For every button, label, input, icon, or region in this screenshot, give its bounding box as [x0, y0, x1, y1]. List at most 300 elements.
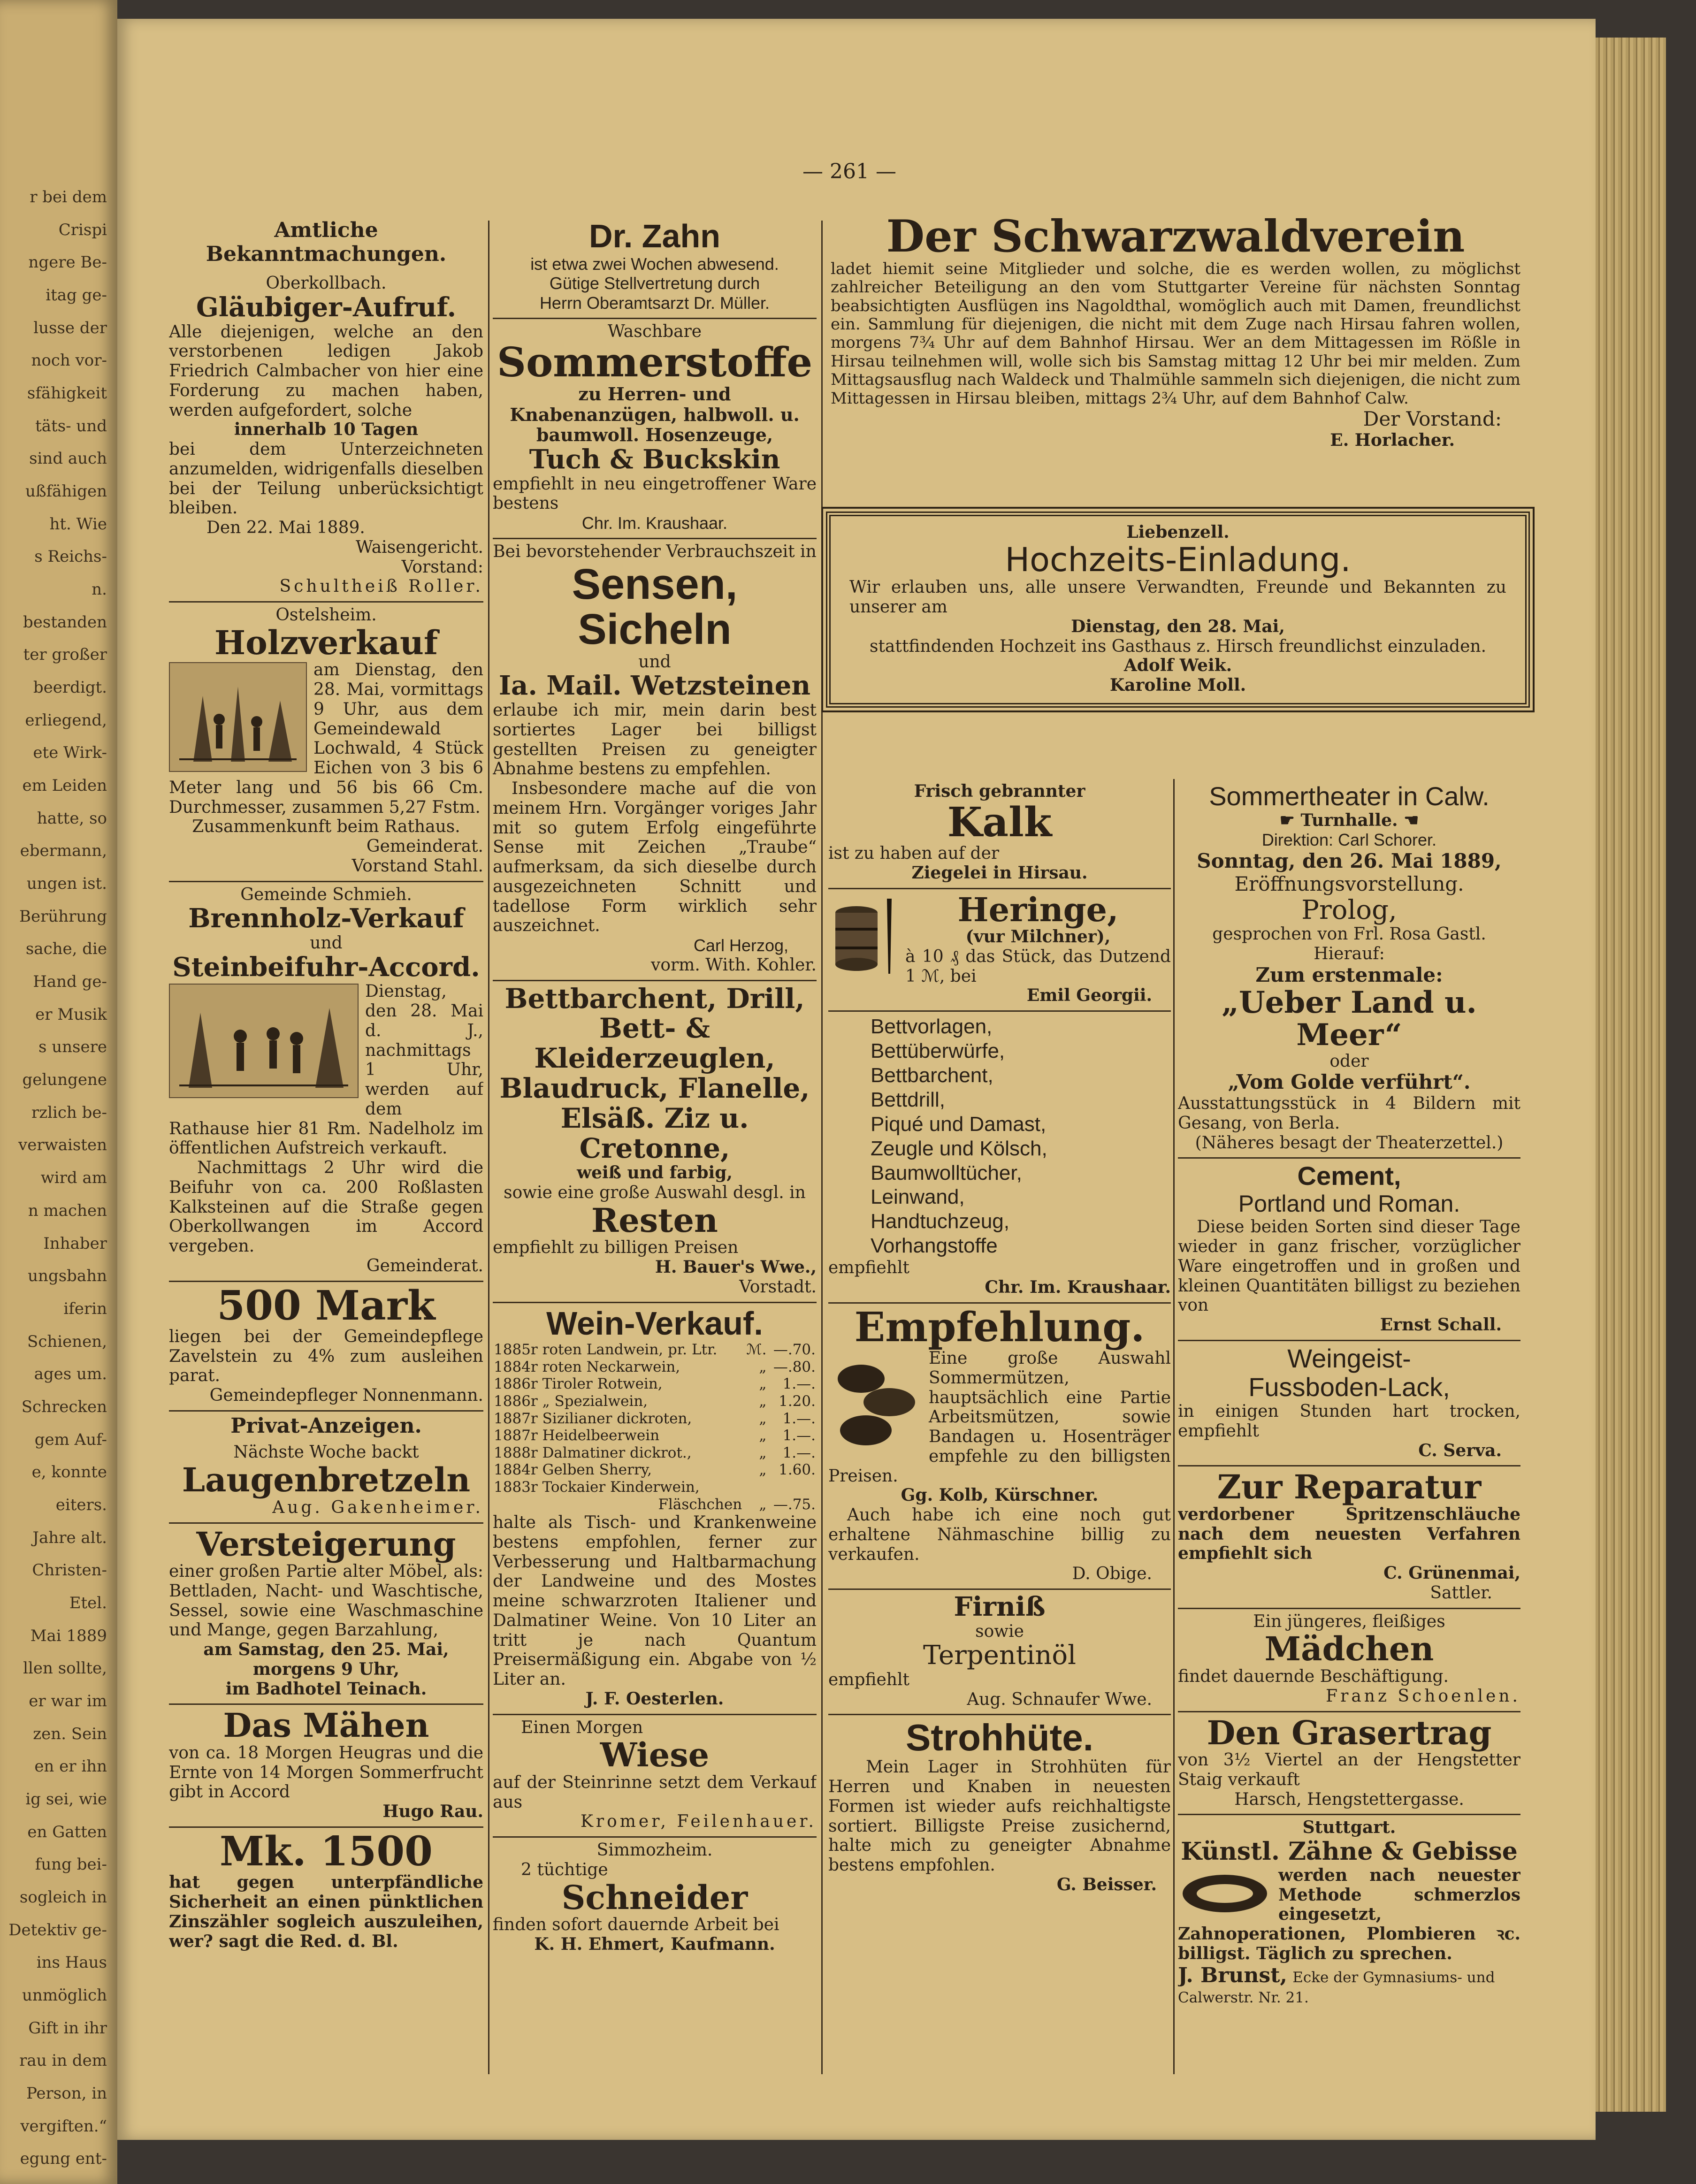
wine-name: 1886r „ Spezialwein,: [494, 1393, 648, 1410]
wine-name: 1885r roten Landwein, pr. Ltr.: [494, 1341, 718, 1359]
wine-name: Fläschchen: [658, 1496, 742, 1513]
ad-title: Holzverkauf: [214, 623, 438, 662]
ad-signature: Gemeinderat.: [366, 1256, 483, 1275]
prev-page-line: ungen ist.: [26, 874, 107, 893]
prev-page-line: erliegend,: [25, 710, 107, 730]
ad-signature: Der Vorstand:: [1363, 407, 1502, 431]
ad-text: am Dienstag, den 28. Mai, vormittags 9 Uhr, aus dem Gemeindewald Lochwald, 4 Stück Eichen von 3 bis 6 Meter lang und 56 bis 66 Cm. Durchmesser, zusammen 5,27 Fstm.: [169, 660, 483, 817]
place: Liebenzell.: [1126, 522, 1230, 542]
ad-text: Ausstattungsstück in 4 Bildern mit Gesang, von Berla.: [1178, 1094, 1520, 1133]
list-item: Handtuchzeug,: [871, 1210, 1009, 1233]
ad-text: Waschbare: [607, 321, 702, 341]
ad-place: im Badhotel Teinach.: [225, 1679, 427, 1699]
ad-title: Der Schwarzwaldverein: [886, 214, 1465, 262]
wine-row: [493, 1359, 817, 1376]
wine-price: —.70.: [773, 1341, 816, 1359]
dentures-illustration: [1178, 1868, 1272, 1919]
ad-signature: Vorstadt.: [739, 1277, 817, 1297]
wine-price: —.80.: [773, 1358, 816, 1375]
ad-text: stattfindenden Hochzeit ins Gasthaus z. Hirsch freundlichst einzuladen.: [869, 636, 1487, 656]
ad-text: Zum erstenmale:: [1255, 963, 1443, 986]
ad-title: Terpentinöl: [923, 1640, 1077, 1671]
ad-signature: Karoline Moll.: [1109, 675, 1246, 695]
prev-page-line: wird am: [40, 1168, 107, 1188]
prev-page-line: eiters.: [55, 1495, 107, 1514]
ad-signature: K. H. Ehmert, Kaufmann.: [534, 1934, 775, 1955]
prev-page-line: en Gatten: [27, 1822, 107, 1841]
ad-text: Hierauf:: [1314, 944, 1385, 963]
ad-schneider: [493, 1838, 817, 1959]
wine-row: [493, 1375, 817, 1393]
wine-price: 1.20.: [779, 1393, 816, 1410]
ad-signature: Gemeinderat.: [366, 837, 483, 856]
ad-glaeubiger: [169, 216, 483, 603]
prev-page-line: s unsere: [38, 1038, 107, 1057]
ad-text: (vur Milchner),: [965, 927, 1111, 947]
ad-signature: Ernst Schall.: [1380, 1315, 1502, 1335]
place: Oberkollbach.: [266, 274, 387, 293]
wine-name: 1883r Tockaier Kinderwein,: [494, 1478, 700, 1496]
ad-title: Laugenbretzeln: [182, 1460, 471, 1500]
ad-address: Ecke der Gymnasiums- und Calwerstr. Nr. 21.: [1178, 1969, 1495, 2007]
ad-signature: G. Beisser.: [1056, 1874, 1157, 1894]
ad-title: Ia. Mail. Wetzsteinen: [498, 670, 811, 702]
ad-title: Resten: [591, 1200, 718, 1240]
ad-fussboden-lack: [1178, 1341, 1520, 1466]
ad-signature: Aug. Gakenheimer.: [272, 1497, 483, 1517]
ad-title: Gläubiger-Aufruf.: [196, 291, 457, 323]
pointing-hand-icon: ☛: [1279, 810, 1301, 830]
woodcut-illustration: [169, 662, 307, 772]
ad-signature: H. Bauer's Wwe.,: [655, 1257, 817, 1277]
prev-page-line: bestanden: [23, 612, 107, 632]
ad-title: Künstl. Zähne & Gebisse: [1181, 1837, 1518, 1866]
wine-unit: „: [759, 1496, 767, 1513]
ad-title: Weingeist-: [1287, 1343, 1411, 1373]
wine-name: 1884r roten Neckarwein,: [494, 1358, 680, 1375]
ad-signature: Carl Herzog,: [693, 936, 788, 955]
ad-text: empfiehlt: [828, 1670, 909, 1689]
ad-text: empfiehlt: [828, 1258, 909, 1278]
ad-title: Wiese: [600, 1735, 710, 1775]
ad-title: Wein-Verkauf.: [546, 1305, 763, 1342]
column-3: [828, 779, 1171, 2088]
prev-page-line: en er ihn: [34, 1757, 107, 1776]
wine-unit: „: [759, 1410, 767, 1427]
column-rule: [488, 221, 489, 2074]
place: Gemeinde Schmieh.: [240, 885, 412, 904]
ad-grasertrag: [1178, 1712, 1520, 1816]
ad-schwarzwaldverein: [821, 214, 1530, 451]
ad-text: gesprochen von Frl. Rosa Gastl.: [1212, 924, 1486, 944]
ad-text: zu Herren- und Knabenanzügen, halbwoll. u. baumwoll. Hosenzeuge,: [510, 383, 800, 446]
prev-page-line: llen sollte,: [23, 1659, 107, 1678]
ad-laugenbretzeln: [169, 1412, 483, 1524]
prev-page-line: unmöglich: [22, 1985, 107, 2005]
ad-text: Bei bevorstehender Verbrauchszeit in: [493, 542, 817, 561]
invitation-frame: [826, 512, 1530, 708]
caps-illustration: [828, 1351, 922, 1454]
ad-signature: Chr. Im. Kraushaar.: [581, 513, 728, 533]
prev-page-line: Person, in: [26, 2084, 107, 2103]
ad-text: Dienstag, den 28. Mai d. J., nachmittags 1 Uhr, werden auf dem Rathause hier 81 Rm. Nadelholz im öffentlichen Aufstreich verkauft.: [169, 982, 483, 1158]
ad-text: weiß und farbig,: [577, 1163, 733, 1183]
prev-page-line: Crispi: [58, 220, 107, 239]
ad-versteigerung: [169, 1524, 483, 1705]
place: [1178, 811, 1520, 831]
ad-title: Firniß: [954, 1591, 1046, 1622]
ad-text: hat gegen unterpfändliche Sicherheit an einen pünktlichen Zinszähler sogleich auszuleihen, wer? sagt die Red. d. Bl.: [169, 1872, 483, 1951]
ad-text: findet dauernde Beschäftigung.: [1178, 1667, 1449, 1686]
place: Stuttgart.: [1302, 1817, 1396, 1838]
ad-text: liegen bei der Gemeindepflege Zavelstein zu 4% zum ausleihen parat.: [169, 1327, 483, 1386]
forest-workers-icon: [175, 989, 353, 1092]
wine-row: [493, 1444, 817, 1462]
ad-title: Sommerstoffe: [497, 338, 813, 386]
prev-page-line: Hand ge-: [33, 972, 107, 992]
column-rule: [821, 221, 823, 2074]
wine-unit: ℳ.: [746, 1341, 767, 1359]
ad-text: Wir erlauben uns, alle unsere Verwandten, Freunde und Bekannten zu unserer am: [849, 578, 1506, 617]
prev-page-line: e, konnte: [31, 1463, 107, 1482]
ad-title: Cement,: [1297, 1161, 1401, 1191]
theater-place: Turnhalle.: [1300, 810, 1398, 830]
wine-unit: „: [759, 1461, 767, 1479]
woodcut-illustration: [169, 984, 359, 1098]
ad-date: Dienstag, den 28. Mai,: [1071, 616, 1285, 636]
ad-signature: Emil Georgii.: [1026, 985, 1152, 1006]
prev-page-line: ungsbahn: [28, 1267, 107, 1286]
prev-page-line: r bei dem: [30, 188, 107, 206]
ad-text: von 3½ Viertel an der Hengstetter Staig verkauft: [1178, 1750, 1520, 1789]
ad-text: Auch habe ich eine noch gut erhaltene Nähmaschine billig zu verkaufen.: [828, 1505, 1171, 1564]
section-heading-amtliche: Amtliche Bekanntmachungen.: [206, 218, 447, 266]
ad-text: von ca. 18 Morgen Heugras und die Ernte von 14 Morgen Sommerfrucht gibt in Accord: [169, 1743, 483, 1802]
wine-row: [493, 1461, 817, 1479]
ad-title: Das Mähen: [223, 1706, 429, 1745]
ad-deadline: innerhalb 10 Tagen: [234, 420, 419, 440]
ad-signature: vorm. With. Kohler.: [651, 955, 817, 975]
column-rule: [1173, 779, 1175, 2074]
ad-title: Sensen, Sicheln: [572, 560, 738, 654]
prev-page-line: Inhaber: [43, 1234, 107, 1253]
ad-sommertheater: [1178, 779, 1520, 1159]
ad-title: Strohhüte.: [906, 1717, 1093, 1759]
ad-signature: E. Horlacher.: [1330, 430, 1455, 450]
wine-price: 1.—.: [782, 1410, 816, 1427]
ad-reparatur: [1178, 1466, 1520, 1609]
wine-row: [493, 1393, 817, 1410]
wine-price: 1.—.: [782, 1375, 816, 1393]
prev-page-line: Etel.: [69, 1593, 107, 1612]
prev-page-line: ete Wirk-: [33, 743, 107, 763]
ad-date: Sonntag, den 26. Mai 1889,: [1197, 849, 1502, 873]
prev-page-line: er war im: [29, 1691, 107, 1711]
ad-text: Mein Lager in Strohhüten für Herren und Knaben in neuesten Formen ist wieder aufs reichhaltigste sortiert. Billigste Preise zusichernd, halte mich zu geneigter Abnahme bestens empfohlen.: [828, 1757, 1171, 1875]
prev-page-line: fung bei-: [35, 1855, 107, 1874]
ad-text: halte als Tisch- und Krankenweine bestens empfohlen, ferner zur Verbesserung und Haltbarmachung der Landweine und des Mostes meine schwarzroten Italiener und Dalmatiner Weine. Von 10 Liter an tritt je nach Quantum Preisermäßigung ein. Abgabe von ½ Liter an.: [493, 1513, 817, 1689]
ad-signature: C. Serva.: [1418, 1440, 1502, 1460]
prev-page-line: em Leiden: [22, 776, 107, 795]
wine-price: 1.—.: [782, 1427, 816, 1444]
ad-text: werden nach neuester Methode schmerzlos eingesetzt, Zahnoperationen, Plombieren ꝛc. billigst. Täglich zu sprechen.: [1178, 1865, 1520, 1963]
prev-page-line: noch vor-: [31, 351, 107, 370]
ad-text: „Vom Golde verführt“.: [1228, 1070, 1471, 1094]
ad-sensen: [493, 539, 817, 981]
place: Simmozheim.: [596, 1840, 713, 1860]
ad-text: Frisch gebrannter: [914, 781, 1085, 801]
herring-barrel-icon: [828, 894, 899, 978]
list-item: Zeugle und Kölsch,: [871, 1137, 1047, 1160]
ad-title: Dr. Zahn: [588, 218, 721, 254]
prev-page-line: ter großer: [23, 645, 107, 664]
ad-text: 2 tüchtige: [521, 1860, 608, 1879]
wine-unit: „: [759, 1444, 767, 1461]
list-item: Bettbarchent,: [871, 1063, 993, 1087]
prev-page-line: ußfähigen: [25, 482, 107, 501]
ad-kalk: [828, 779, 1171, 889]
pointing-hand-icon: ☚: [1398, 810, 1419, 830]
ad-title: Bettbarchent, Drill, Bett- & Kleiderzeuglen, Blaudruck, Flanelle, Elsäß. Ziz u. Cretonne,: [499, 982, 810, 1164]
ad-title: Tuch & Buckskin: [529, 443, 780, 475]
ad-title: Brennholz-Verkauf: [188, 903, 464, 934]
ad-signature: Schultheiß Roller.: [279, 577, 483, 596]
ad-text: empfiehlt in neu eingetroffener Ware bestens: [493, 474, 817, 513]
prev-page-line: sind auch: [29, 449, 107, 468]
wine-price-table: [493, 1341, 817, 1513]
ad-signature: Vorstand Stahl.: [351, 856, 483, 876]
prev-page-line: Gift in ihr: [28, 2018, 107, 2038]
wine-unit: „: [759, 1358, 767, 1375]
ad-firniss: [828, 1590, 1171, 1715]
ad-signature: Chr. Im. Kraushaar.: [985, 1277, 1171, 1297]
wine-unit: „: [759, 1393, 767, 1410]
ad-text: bei dem Unterzeichneten anzumelden, widrigenfalls dieselben bei der Teilung unberücksichtigt bleiben.: [169, 440, 483, 518]
place: Ostelsheim.: [275, 605, 377, 625]
ad-text: und: [638, 652, 671, 672]
ad-signature: C. Grünenmai,: [1383, 1563, 1520, 1583]
ad-maedchen: [1178, 1609, 1520, 1712]
prev-page-line: ins Haus: [36, 1953, 107, 1972]
ad-heringe: [828, 889, 1171, 1012]
ad-text: ist etwa zwei Wochen abwesend.: [530, 254, 779, 274]
ad-text: Diese beiden Sorten sind dieser Tage wieder in ganz frischer, vorzüglicher Ware eingetroffen und in großen und kleinen Quantitäten billigst zu beziehen von: [1178, 1217, 1520, 1315]
ad-title: Sommertheater in Calw.: [1209, 781, 1490, 811]
ad-signature: J. Brunst,: [1178, 1963, 1287, 1987]
list-item: Baumwolltücher,: [871, 1161, 1022, 1184]
wine-unit: [743, 1479, 767, 1496]
wine-name: 1888r Dalmatiner dickrot.,: [494, 1444, 692, 1461]
ad-title: Prolog,: [1301, 894, 1397, 925]
ad-signature: Adolf Weik.: [1123, 656, 1232, 676]
wine-row: [493, 1341, 817, 1359]
prev-page-line: zen. Sein: [33, 1724, 107, 1743]
prev-page-line: iferin: [63, 1299, 107, 1318]
ad-title: Empfehlung.: [854, 1303, 1145, 1351]
ad-maehen: [169, 1705, 483, 1828]
wine-price: [767, 1479, 817, 1496]
ad-signature-line: [1178, 1964, 1520, 2007]
list-item: Leinwand,: [871, 1185, 965, 1209]
ad-500-mark: [169, 1282, 483, 1412]
ad-date: am Samstag, den 25. Mai, morgens 9 Uhr,: [203, 1640, 449, 1679]
prev-page-line: s Reichs-: [34, 547, 107, 566]
top-wide-block: [821, 214, 1530, 495]
wine-row: [493, 1496, 817, 1513]
prev-page-line: sache, die: [25, 939, 107, 959]
ad-signature: Franz Schoenlen.: [1326, 1686, 1520, 1706]
ad-signature: Aug. Schnaufer Wwe.: [967, 1689, 1152, 1709]
wine-row: [493, 1427, 817, 1444]
ad-bettvorlagen: [828, 1012, 1171, 1304]
ad-text: ist zu haben auf der: [828, 844, 1000, 863]
prev-page-line: täts- und: [35, 416, 107, 435]
previous-page-edge: [0, 0, 117, 2184]
ad-signature: Kromer, Feilenhauer.: [580, 1812, 817, 1832]
wine-row: [493, 1479, 817, 1496]
ad-empfehlung: [828, 1304, 1171, 1590]
prev-page-line: Christen-: [32, 1561, 107, 1580]
prev-page-line: Schrecken: [21, 1397, 107, 1416]
ad-text: sowie eine große Auswahl desgl. in: [504, 1183, 806, 1203]
prev-page-line: vergiften.“: [20, 2116, 107, 2136]
wine-row: [493, 1410, 817, 1428]
prev-page-line: ages um.: [34, 1365, 107, 1384]
ad-mk-1500: [169, 1828, 483, 1956]
prev-page-line: sfähigkeit: [27, 384, 107, 403]
item-list: [828, 1015, 1171, 1258]
ad-brennholz: [169, 882, 483, 1282]
ad-text: sowie: [975, 1621, 1024, 1641]
ad-signature: Waisengericht.: [355, 537, 483, 557]
ad-title: Den Grasertrag: [1207, 1713, 1492, 1752]
ad-bettbarchent: [493, 981, 817, 1303]
ad-text: in einigen Stunden hart trocken, empfiehlt: [1178, 1402, 1520, 1441]
ad-text: Eine große Auswahl Sommermützen, hauptsächlich eine Partie Arbeitsmützen, sowie Bandagen u. Hosenträger empfehle zu den billigsten Preisen.: [828, 1349, 1171, 1486]
ad-signature: Sattler.: [1430, 1583, 1492, 1603]
wine-unit: „: [759, 1427, 767, 1444]
ad-signature: Ziegelei in Hirsau.: [911, 863, 1088, 883]
wine-name: 1887r Sizilianer dickroten,: [494, 1410, 692, 1427]
prev-page-line: gelungene: [22, 1070, 107, 1090]
page-stack-edge: [1596, 38, 1666, 2112]
ad-text: ladet hiemit seine Mitglieder und solche, die es werden wollen, zu möglichst zahlreicher Beteiligung an den vom Stuttgarter Vereine für nächsten Sonntag beabsichtigten Ausflügen ins Nagoldthal, womöglich auch mit Damen, freundlichst ein. Sammlung für diejenigen, die nicht mit dem Zuge nach Hirsau fahren wollen, morgens 7¾ Uhr auf dem Bahnhof Hirsau. Wer an dem Mittagessen im Rößle in Hirsau teilnehmen will, wolle sich bis Samstag mittag 12 Uhr bei mir melden. Zum Mittagsausflug nach Waldeck und Thalmühle sammeln sich diejenigen, die nicht zum Mittagessen in Hirsau bleiben, mittags 2¾ Uhr, auf dem Bahnhof Calw.: [831, 259, 1520, 408]
ad-title: „Ueber Land u. Meer“: [1222, 985, 1477, 1053]
ad-date: Den 22. Mai 1889.: [206, 518, 365, 538]
ad-cement: [1178, 1159, 1520, 1341]
prev-page-line: rau in dem: [19, 2051, 107, 2070]
wine-name: 1886r Tiroler Rotwein,: [494, 1375, 663, 1393]
ad-text: Herrn Oberamtsarzt Dr. Müller.: [539, 293, 770, 313]
ad-title: Fussboden-Lack,: [1248, 1372, 1450, 1402]
ad-holzverkauf: [169, 603, 483, 882]
wine-unit: „: [759, 1375, 767, 1393]
ad-kuenstl-zaehne: [1178, 1815, 1520, 2012]
ad-text: verdorbener Spritzenschläuche nach dem neuesten Verfahren empfiehlt sich: [1178, 1504, 1520, 1564]
prev-page-line: ebermann,: [20, 841, 107, 861]
prev-page-line: egung ent-: [20, 2149, 107, 2169]
list-item: Bettüberwürfe,: [871, 1039, 1005, 1063]
ad-signature: Gemeindepfleger Nonnenmann.: [209, 1386, 483, 1405]
ad-text: oder: [1329, 1051, 1369, 1071]
ad-text: Alle diejenigen, welche an den verstorbenen ledigen Jakob Friedrich Calmbacher von hier eine Forderung zu machen haben, werden aufgefordert, solche: [169, 322, 483, 420]
prev-page-line: verwaisten: [18, 1136, 107, 1155]
prev-page-line: ngere Be-: [28, 253, 107, 272]
ad-signature: Gg. Kolb, Kürschner.: [901, 1485, 1099, 1505]
ad-title: Versteigerung: [196, 1524, 456, 1564]
caps-icon: [828, 1351, 922, 1454]
ad-text: auf der Steinrinne setzt dem Verkauf aus: [493, 1772, 817, 1812]
list-item: Bettdrill,: [871, 1088, 945, 1111]
ad-text: Eröffnungsvorstellung.: [1234, 872, 1464, 895]
ad-signature: J. F. Oesterlen.: [585, 1688, 724, 1709]
ad-title: Schneider: [561, 1878, 748, 1917]
list-item: Bettvorlagen,: [871, 1015, 993, 1039]
prev-page-line: itag ge-: [46, 286, 107, 305]
ad-sommerstoffe: [493, 319, 817, 539]
ad-text: finden sofort dauernde Arbeit bei: [493, 1915, 779, 1935]
prev-page-line: hatte, so: [37, 809, 107, 828]
wine-price: 1.60.: [779, 1461, 816, 1479]
wine-price: —.75.: [773, 1496, 816, 1513]
ad-text: Ein jüngeres, fleißiges: [1253, 1611, 1445, 1631]
list-item: Vorhangstoffe: [871, 1234, 998, 1258]
ad-wiese: [493, 1715, 817, 1838]
ad-signature: Vorstand:: [401, 557, 483, 577]
ad-text: Gütige Stellvertretung durch: [549, 274, 760, 293]
column-4: [1178, 779, 1520, 2088]
ad-text: erlaube ich mir, mein darin best sortiertes Lager bei billigst gestellten Preisen zu geneigter Abnahme bestens zu empfehlen.: [493, 701, 817, 779]
prev-page-line: ht. Wie: [49, 514, 107, 534]
ad-signature: Harsch, Hengstettergasse.: [1234, 1789, 1464, 1809]
prev-page-line: n machen: [28, 1201, 107, 1220]
ad-text: Nachmittags 2 Uhr wird die Beifuhr von ca. 200 Roßlasten Kalksteinen auf die Straße gegen Oberkollwangen im Accord vergeben.: [169, 1158, 483, 1256]
prev-page-line: lusse der: [33, 318, 107, 337]
ad-signature: Hugo Rau.: [382, 1802, 483, 1822]
prev-page-line: beerdigt.: [33, 678, 107, 697]
prev-page-line: Berührung: [19, 907, 107, 926]
ad-text: (Näheres besagt der Theaterzettel.): [1195, 1133, 1504, 1153]
ad-title: Mädchen: [1264, 1629, 1434, 1669]
page-number: — 261 —: [802, 160, 896, 183]
ad-text: Nächste Woche backt: [233, 1443, 419, 1462]
barrel-illustration: [828, 894, 899, 978]
list-item: Piqué und Damast,: [871, 1112, 1047, 1136]
wine-price: 1.—.: [782, 1444, 816, 1461]
wine-name: 1887r Heidelbeerwein: [494, 1427, 660, 1444]
prev-page-line: Mai 1889: [30, 1626, 107, 1645]
dentures-icon: [1178, 1868, 1272, 1919]
prev-page-line: Schienen,: [27, 1332, 107, 1351]
ad-title: Zur Reparatur: [1217, 1467, 1482, 1507]
section-heading-privat: Privat-Anzeigen.: [230, 1413, 422, 1438]
wine-name: 1884r Gelben Sherry,: [494, 1461, 652, 1479]
prev-page-line: gem Auf-: [34, 1430, 107, 1449]
ad-signature: D. Obige.: [1072, 1564, 1152, 1584]
prev-page-line: er Musik: [35, 1005, 107, 1024]
newspaper-page: [117, 19, 1596, 2140]
ad-title: 500 Mark: [217, 1282, 435, 1329]
prev-page-line: Detektiv ge-: [8, 1920, 107, 1940]
column-1: [169, 216, 483, 2088]
ad-text: empfiehlt zu billigen Preisen: [493, 1238, 739, 1258]
prev-page-line: ig sei, wie: [25, 1789, 107, 1809]
forest-workers-icon: [175, 668, 301, 766]
ad-title: Heringe,: [957, 890, 1119, 929]
ad-text: Zusammenkunft beim Rathaus.: [192, 817, 460, 837]
ad-text: einer großen Partie alter Möbel, als: Bettladen, Nacht- und Waschtische, Sessel, sowie eine Waschmaschine und Mange, gegen Barzahlung,: [169, 1562, 483, 1640]
prev-page-line: Jahre alt.: [32, 1528, 107, 1547]
